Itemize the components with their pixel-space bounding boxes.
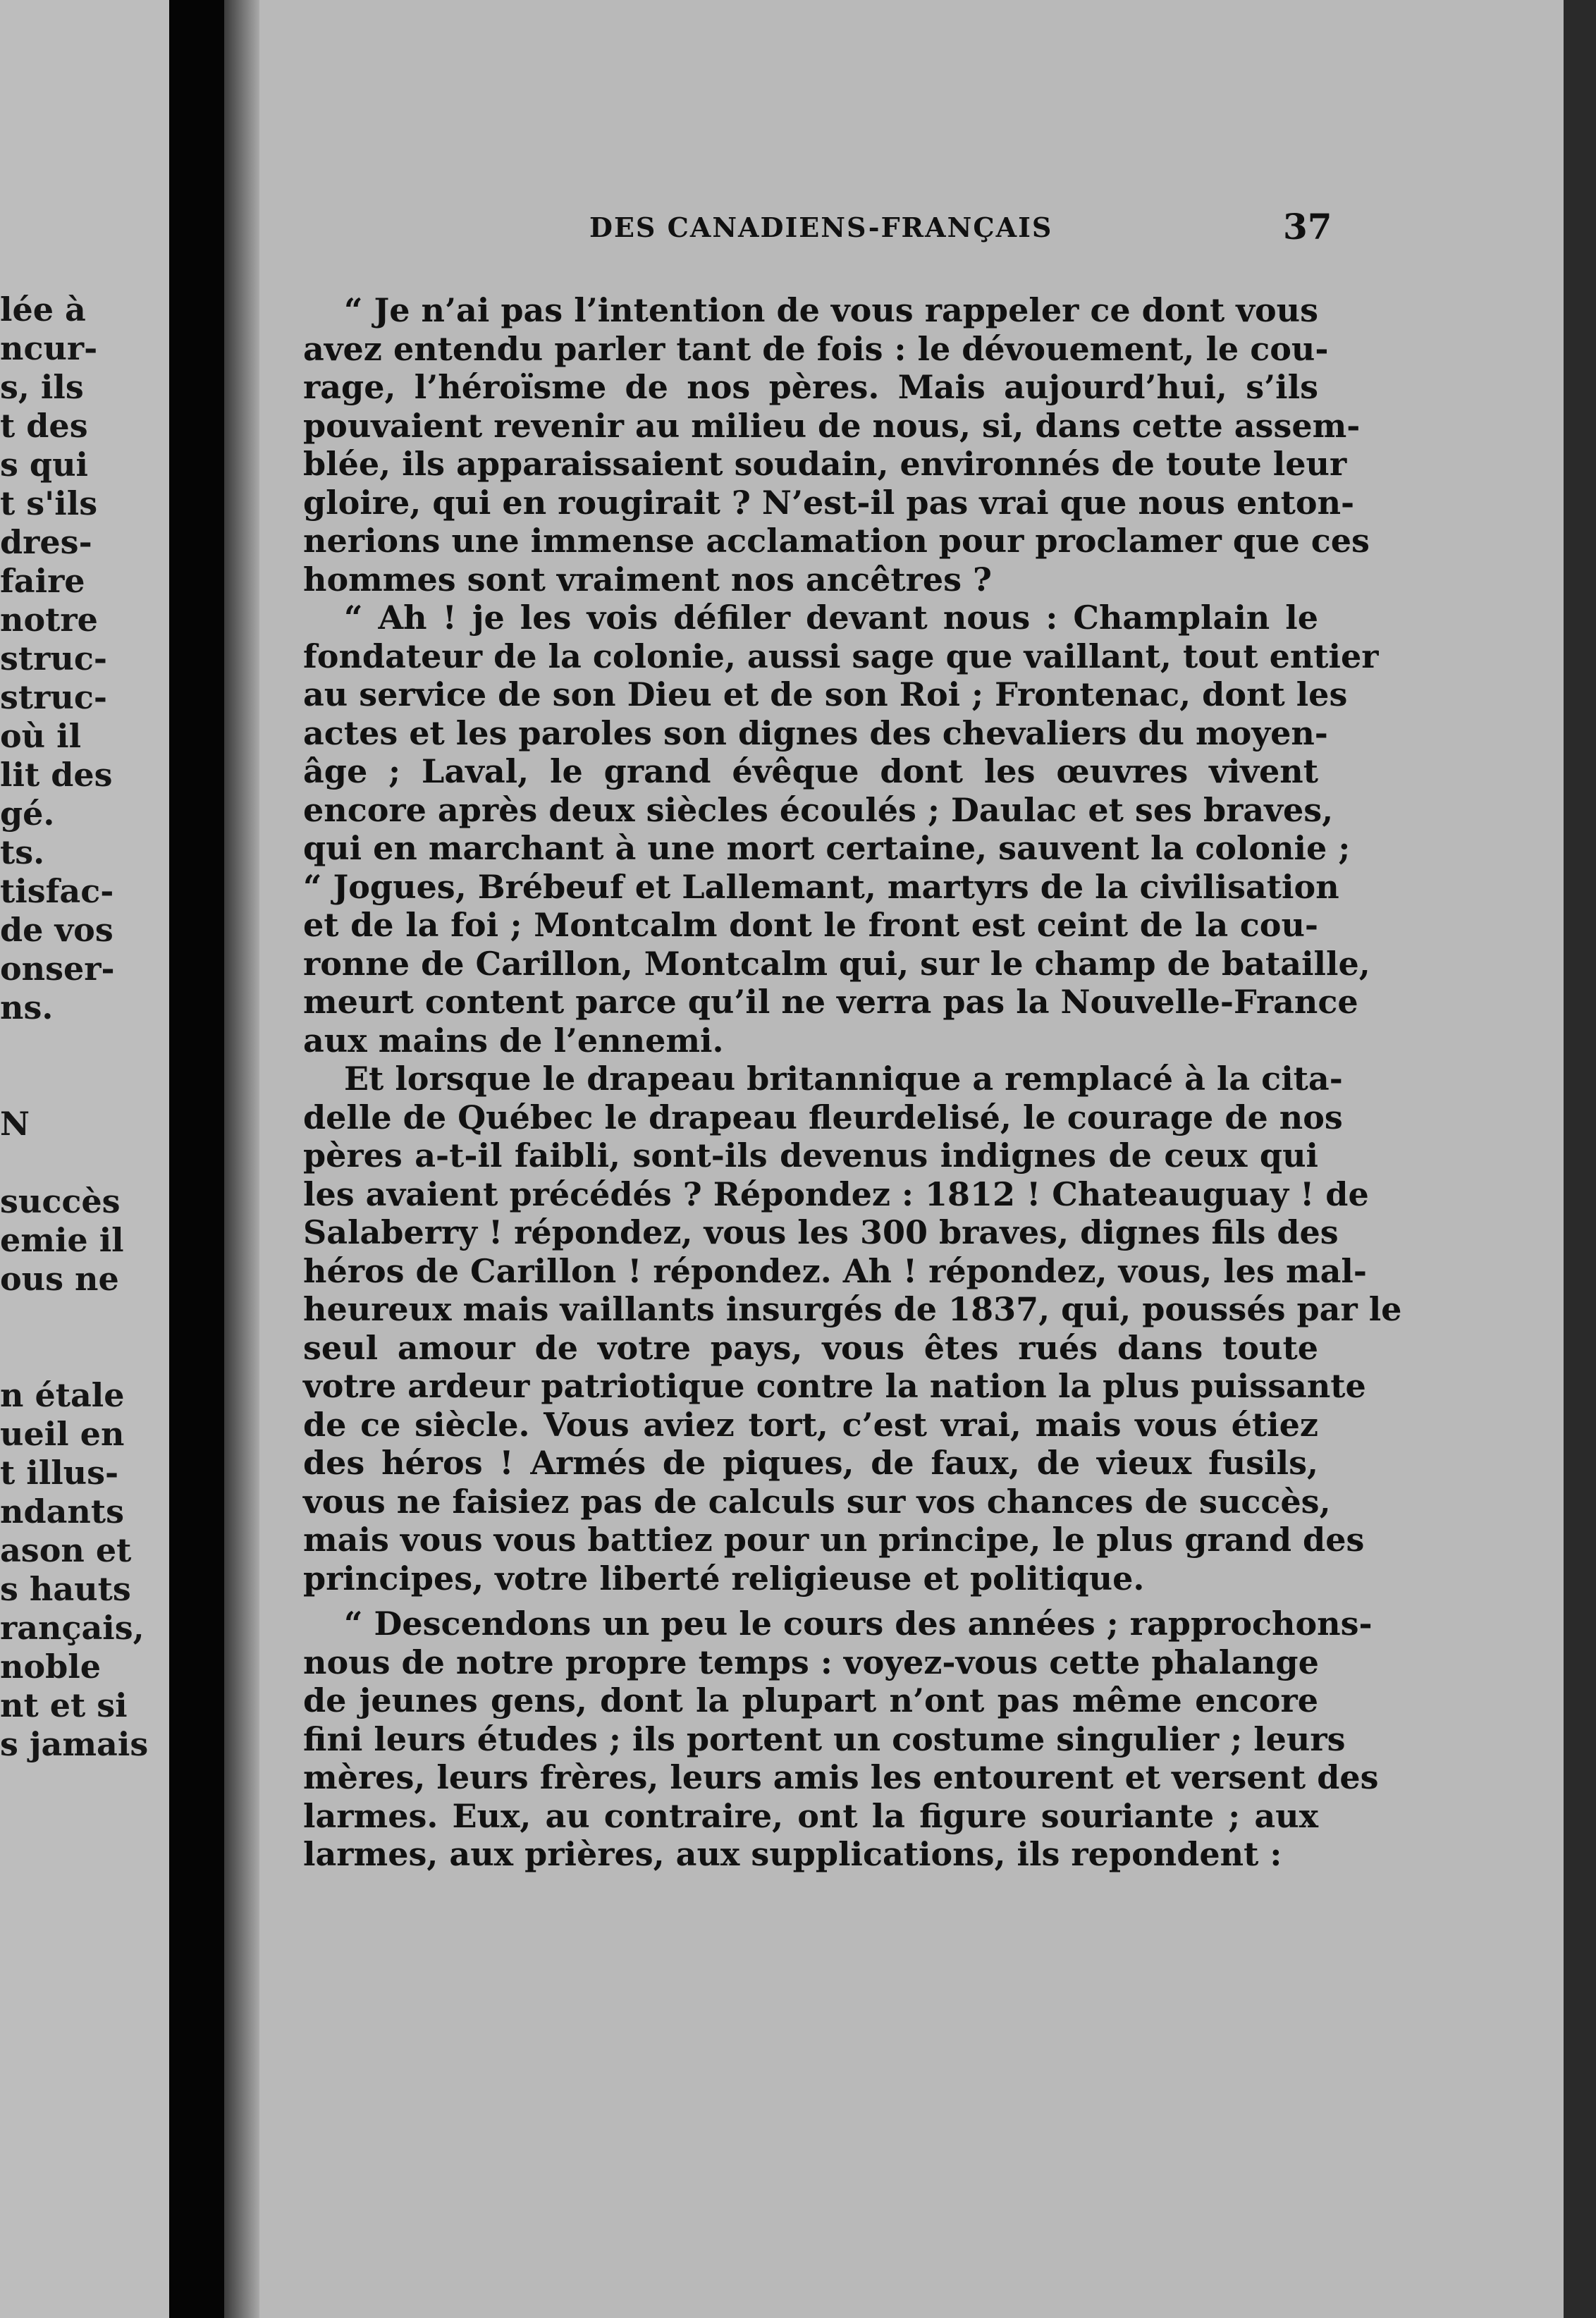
facing-page-line: faire: [0, 562, 85, 600]
facing-page-line: succès: [0, 1182, 121, 1220]
facing-page-line: tisfac-: [0, 872, 114, 910]
facing-page-line: nt et si: [0, 1686, 128, 1724]
facing-page-line: ndants: [0, 1492, 125, 1531]
facing-page-line: noble: [0, 1648, 102, 1686]
text-line: et de la foi ; Montcalm dont le front est ceint de la cou-: [303, 906, 1318, 944]
facing-page-line: lit des: [0, 756, 113, 794]
text-line: “ Ah ! je les vois défiler devant nous : Champlain le: [344, 599, 1318, 637]
facing-page-line: N: [0, 1105, 30, 1143]
text-line: âge ; Laval, le grand évêque dont les œuvres vivent: [303, 752, 1318, 790]
text-line: hommes sont vraiment nos ancêtres ?: [303, 560, 993, 599]
text-line: principes, votre liberté religieuse et politique.: [303, 1559, 1145, 1598]
facing-page-line: ous ne: [0, 1260, 119, 1298]
facing-page-line: gé.: [0, 795, 55, 833]
text-line: rage, l’héroïsme de nos pères. Mais aujourd’hui, s’ils: [303, 368, 1318, 406]
text-line: avez entendu parler tant de fois : le dévouement, le cou-: [303, 330, 1329, 368]
book-gutter: [169, 0, 224, 2318]
facing-page-line: ncur-: [0, 329, 98, 367]
facing-page-line: s qui: [0, 446, 88, 484]
text-line: heureux mais vaillants insurgés de 1837, qui, poussés par le: [303, 1290, 1402, 1328]
facing-page-line: n étale: [0, 1376, 125, 1414]
text-line: blée, ils apparaissaient soudain, environnés de toute leur: [303, 445, 1347, 483]
text-line: encore après deux siècles écoulés ; Daulac et ses braves,: [303, 791, 1334, 829]
text-line: au service de son Dieu et de son Roi ; Frontenac, dont les: [303, 675, 1348, 713]
facing-page-line: t s'ils: [0, 484, 98, 522]
text-line: mères, leurs frères, leurs amis les entourent et versent des: [303, 1758, 1379, 1796]
text-line: vous ne faisiez pas de calculs sur vos chances de succès,: [303, 1483, 1331, 1521]
text-line: pouvaient revenir au milieu de nous, si, dans cette assem-: [303, 407, 1361, 445]
facing-page-line: de vos: [0, 911, 113, 949]
facing-page-line: struc-: [0, 639, 107, 677]
text-line: fondateur de la colonie, aussi sage que vaillant, tout entier: [303, 637, 1379, 675]
facing-page-line: où il: [0, 717, 82, 755]
text-line: ronne de Carillon, Montcalm qui, sur le champ de bataille,: [303, 945, 1370, 983]
facing-page-line: onser-: [0, 950, 115, 988]
facing-page-line: ts.: [0, 833, 45, 871]
facing-page-line: t des: [0, 407, 88, 445]
text-line: aux mains de l’ennemi.: [303, 1022, 724, 1060]
page-edge: [1564, 0, 1596, 2318]
facing-page-line: s hauts: [0, 1570, 131, 1608]
facing-page-line: ason et: [0, 1531, 132, 1569]
text-line: actes et les paroles son dignes des chevaliers du moyen-: [303, 714, 1328, 752]
text-line: votre ardeur patriotique contre la nation la plus puissante: [303, 1367, 1366, 1405]
facing-page-line: notre: [0, 601, 98, 639]
facing-page-line: lée à: [0, 290, 86, 329]
gutter-shadow: [224, 0, 259, 2318]
text-line: nerions une immense acclamation pour proclamer que ces: [303, 522, 1370, 560]
facing-page-line: s jamais: [0, 1725, 149, 1763]
text-line: seul amour de votre pays, vous êtes rués dans toute: [303, 1329, 1318, 1367]
facing-page-fragment: [0, 0, 169, 2318]
text-line: “ Je n’ai pas l’intention de vous rappeler ce dont vous: [344, 291, 1318, 329]
text-line: héros de Carillon ! répondez. Ah ! répondez, vous, les mal-: [303, 1252, 1367, 1290]
text-line: gloire, qui en rougirait ? N’est-il pas vrai que nous enton-: [303, 484, 1355, 522]
facing-page-line: ns.: [0, 988, 54, 1026]
text-line: “ Descendons un peu le cours des années ; rapprochons-: [344, 1605, 1373, 1643]
text-line: de ce siècle. Vous aviez tort, c’est vrai, mais vous étiez: [303, 1406, 1318, 1444]
page-number: 37: [1283, 206, 1332, 247]
facing-page-line: rançais,: [0, 1609, 145, 1647]
text-line: Salaberry ! répondez, vous les 300 braves, dignes fils des: [303, 1213, 1339, 1251]
facing-page-line: emie il: [0, 1221, 124, 1259]
text-line: meurt content parce qu’il ne verra pas la Nouvelle-France: [303, 983, 1358, 1021]
text-line: “ Jogues, Brébeuf et Lallemant, martyrs de la civilisation: [303, 868, 1339, 906]
facing-page-line: dres-: [0, 523, 92, 561]
text-line: les avaient précédés ? Répondez : 1812 ! Chateauguay ! de: [303, 1175, 1369, 1213]
facing-page-line: s, ils: [0, 368, 84, 406]
text-line: larmes, aux prières, aux supplications, ils repondent :: [303, 1835, 1282, 1873]
text-line: de jeunes gens, dont la plupart n’ont pas même encore: [303, 1681, 1318, 1719]
text-line: pères a-t-il faibli, sont-ils devenus indignes de ceux qui: [303, 1136, 1318, 1175]
text-line: mais vous vous battiez pour un principe, le plus grand des: [303, 1521, 1365, 1559]
text-line: delle de Québec le drapeau fleurdelisé, le courage de nos: [303, 1098, 1343, 1136]
facing-page-line: t illus-: [0, 1454, 119, 1492]
text-line: larmes. Eux, au contraire, ont la figure souriante ; aux: [303, 1797, 1318, 1835]
text-line: qui en marchant à une mort certaine, sauvent la colonie ;: [303, 829, 1351, 867]
text-line: des héros ! Armés de piques, de faux, de vieux fusils,: [303, 1444, 1318, 1482]
text-line: Et lorsque le drapeau britannique a remplacé à la cita-: [344, 1060, 1343, 1098]
text-line: fini leurs études ; ils portent un costume singulier ; leurs: [303, 1720, 1346, 1758]
running-head: DES CANADIENS-FRANÇAIS: [589, 211, 1053, 243]
facing-page-line: struc-: [0, 678, 107, 716]
facing-page-line: ueil en: [0, 1415, 125, 1453]
text-line: nous de notre propre temps : voyez-vous cette phalange: [303, 1643, 1319, 1681]
